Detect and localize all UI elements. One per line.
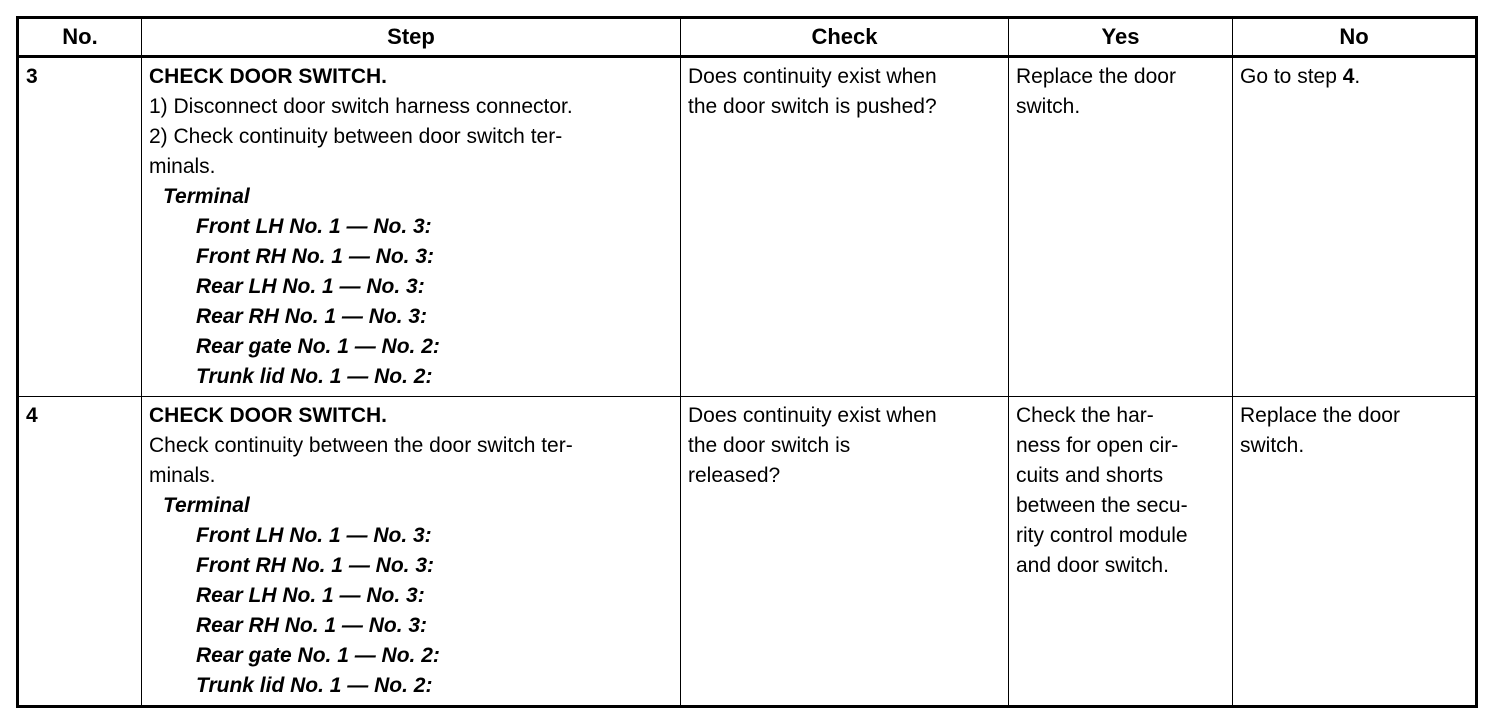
no-cell — [1233, 397, 1477, 707]
no-cell — [1233, 57, 1477, 397]
check-cell — [681, 397, 1009, 707]
check-text: Does continuity exist when — [688, 404, 937, 427]
diagnostic-table — [16, 16, 1478, 708]
check-cell — [681, 57, 1009, 397]
step-number: 3 — [18, 57, 142, 397]
yes-text: rity control module — [1016, 524, 1188, 547]
step-number: 4 — [18, 397, 142, 707]
yes-text: cuits and shorts — [1016, 464, 1164, 487]
terminal-item: Rear gate No. 1 — No. 2: — [196, 644, 440, 667]
step-cell — [142, 397, 681, 707]
terminal-item: Rear LH No. 1 — No. 3: — [196, 275, 425, 298]
no-text-suffix: . — [1354, 65, 1361, 88]
check-text: the door switch is — [688, 434, 851, 457]
table-header-row — [18, 18, 1477, 57]
yes-text: ness for open cir- — [1016, 434, 1179, 457]
terminal-item: Trunk lid No. 1 — No. 2: — [196, 674, 433, 697]
yes-text: between the secu- — [1016, 494, 1188, 517]
header-yes: Yes — [1009, 18, 1233, 57]
no-text: Replace the door — [1240, 404, 1400, 427]
terminal-item: Rear RH No. 1 — No. 3: — [196, 614, 428, 637]
step-reference: 4 — [1342, 65, 1355, 88]
step-instruction: minals. — [149, 155, 216, 178]
header-no-result: No — [1233, 18, 1477, 57]
check-text: released? — [688, 464, 781, 487]
yes-text: switch. — [1016, 95, 1081, 118]
terminal-item: Rear RH No. 1 — No. 3: — [196, 305, 428, 328]
terminal-item: Front LH No. 1 — No. 3: — [196, 215, 432, 238]
terminal-item: Rear LH No. 1 — No. 3: — [196, 584, 425, 607]
step-title: CHECK DOOR SWITCH. — [149, 65, 387, 88]
terminal-item: Trunk lid No. 1 — No. 2: — [196, 365, 433, 388]
yes-text: and door switch. — [1016, 554, 1169, 577]
check-text: Does continuity exist when — [688, 65, 937, 88]
terminal-item: Front RH No. 1 — No. 3: — [196, 245, 434, 268]
step-instruction: 2) Check continuity between door switch ter- — [149, 125, 563, 148]
table-row — [18, 397, 1477, 707]
no-text: Go to step — [1240, 65, 1343, 88]
yes-text: Replace the door — [1016, 65, 1176, 88]
step-instruction: Check continuity between the door switch ter- — [149, 434, 573, 457]
step-instruction: minals. — [149, 464, 216, 487]
table-row — [18, 57, 1477, 397]
yes-cell — [1009, 57, 1233, 397]
yes-cell — [1009, 397, 1233, 707]
check-text: the door switch is pushed? — [688, 95, 937, 118]
step-instruction: 1) Disconnect door switch harness connector. — [149, 95, 573, 118]
terminal-item: Front RH No. 1 — No. 3: — [196, 554, 434, 577]
yes-text: Check the har- — [1016, 404, 1154, 427]
step-title: CHECK DOOR SWITCH. — [149, 404, 387, 427]
step-cell — [142, 57, 681, 397]
terminal-label: Terminal — [163, 494, 250, 517]
terminal-item: Rear gate No. 1 — No. 2: — [196, 335, 440, 358]
terminal-item: Front LH No. 1 — No. 3: — [196, 524, 432, 547]
header-step: Step — [142, 18, 681, 57]
header-check: Check — [681, 18, 1009, 57]
terminal-label: Terminal — [163, 185, 250, 208]
no-text: switch. — [1240, 434, 1305, 457]
header-no: No. — [18, 18, 142, 57]
